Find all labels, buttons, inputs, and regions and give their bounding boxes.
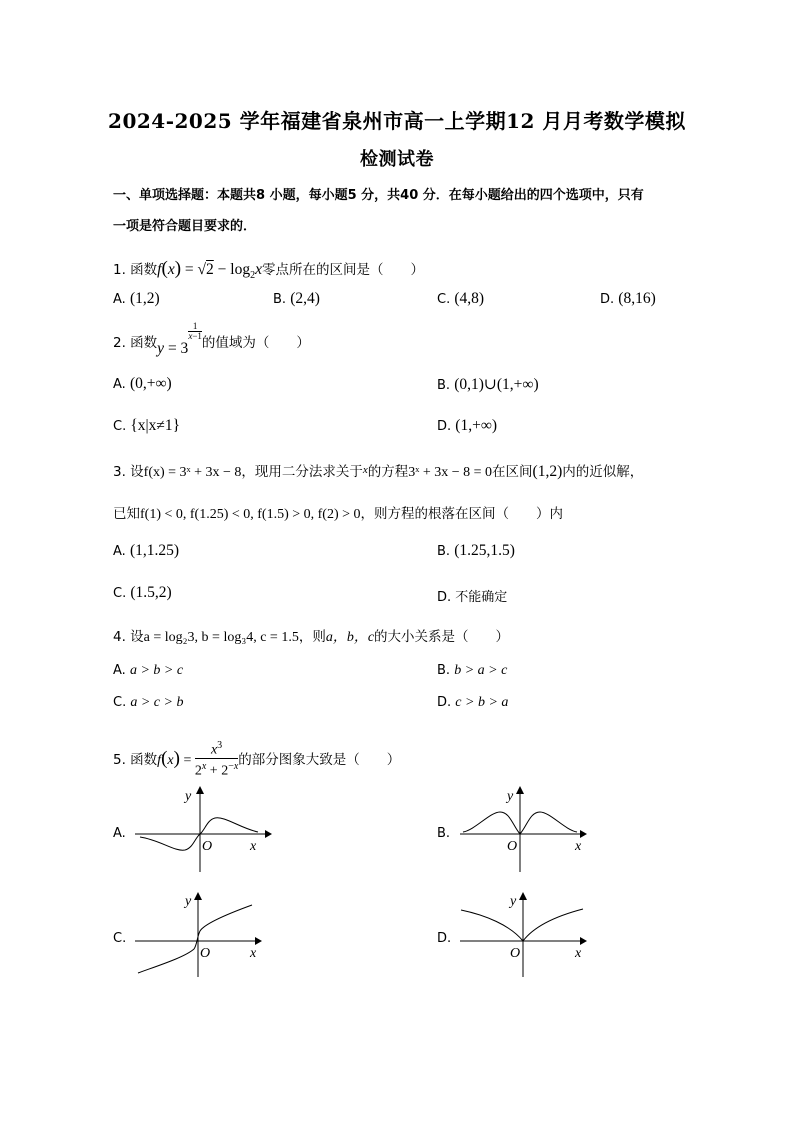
y-axis-arrow	[519, 892, 527, 900]
q5-graph-a	[130, 782, 275, 877]
q3-option-b: B. (1.25,1.5)	[437, 542, 515, 559]
q5-option-c-label: C.	[113, 931, 127, 946]
section-header: 一、单项选择题：本题共8 小题，每小题5 分，共40 分．在每小题给出的四个选项中，只有	[113, 188, 644, 203]
origin-label: O	[200, 946, 211, 961]
q4-option-b: B. b > a > c	[437, 663, 508, 678]
q3-option-c: C. (1.5,2)	[113, 584, 172, 601]
q2-stem: 的值域为（ ）	[201, 335, 310, 351]
curve	[461, 909, 583, 941]
q4-option-d: D. c > b > a	[437, 695, 509, 710]
q1-option-c: C. (4,8)	[437, 290, 485, 307]
q3-option-d: D. 不能确定	[437, 590, 508, 605]
q2-number: 2. 函数	[113, 335, 158, 351]
x-label: x	[575, 839, 582, 854]
y-axis-arrow	[516, 786, 524, 794]
y-label: y	[185, 789, 192, 804]
x-label: x	[250, 946, 257, 961]
q5-option-a-label: A.	[113, 826, 126, 841]
y-label: y	[185, 894, 192, 909]
q5-option-d-label: D.	[437, 931, 452, 946]
question-5: 5. 函数f(x) = $\frac{x^3}{2^x + 2^{-x}}$ 的部分图象大致是（ ）	[113, 740, 401, 779]
page-title: 2024-2025 学年福建省泉州市高一上学期12 月月考数学模拟	[108, 109, 686, 133]
q3-option-a: A. (1,1.25)	[113, 542, 180, 559]
q4-definitions: a = log₂3, b = log₃4, c = 1.5	[143, 630, 299, 645]
x-label: x	[575, 946, 582, 961]
origin-label: O	[202, 839, 213, 854]
y-label: y	[507, 789, 514, 804]
q1-option-a: A. (1,2)	[113, 290, 160, 307]
curve	[138, 905, 252, 973]
y-axis-arrow	[194, 892, 202, 900]
question-3: 3. 设f(x) = 3ˣ + 3x − 8，现用二分法求关于$^x$的方程3ˣ + 3x − 8 = 0在区间(1,2)内的近似解，	[113, 463, 644, 480]
q5-graph-c	[130, 885, 275, 980]
q1-stem: 零点所在的区间是（ ）	[261, 262, 424, 278]
x-axis-arrow	[255, 937, 262, 945]
q1-number: 1. 函数	[113, 262, 158, 278]
section-header-cont: 一项是符合题目要求的．	[113, 219, 257, 234]
x-label: x	[250, 839, 257, 854]
question-4: 4. 设a = log₂3, b = log₃4, c = 1.5，则a，b，c的大小关系是（ ）	[113, 629, 510, 645]
x-axis-arrow	[265, 830, 272, 838]
q1-option-d: D. (8,16)	[600, 290, 656, 307]
question-3-cont: 已知f(1) < 0, f(1.25) < 0, f(1.5) > 0, f(2) > 0，则方程的根落在区间（ ）内	[113, 506, 564, 522]
q3-function: f(x) = 3ˣ + 3x − 8	[143, 465, 242, 480]
q2-option-d: D. (1,+∞)	[437, 417, 498, 434]
q2-option-c: C. {x|x≠1}	[113, 417, 181, 434]
q2-option-b: B. (0,1)∪(1,+∞)	[437, 376, 539, 393]
x-axis-arrow	[580, 830, 587, 838]
page-subtitle: 检测试卷	[360, 149, 434, 170]
q5-option-b-label: B.	[437, 826, 451, 841]
q1-option-b: B. (2,4)	[273, 290, 320, 307]
q5-graph-d	[455, 885, 600, 980]
q5-graph-b	[455, 782, 600, 877]
origin-label: O	[507, 839, 518, 854]
q4-option-a: A. a > b > c	[113, 663, 184, 678]
y-label: y	[510, 894, 517, 909]
origin-label: O	[510, 946, 521, 961]
y-axis-arrow	[196, 786, 204, 794]
q4-option-c: C. a > c > b	[113, 695, 184, 710]
question-1: 1. 函数$f(x) = √2 - \log_2x$零点所在的区间是（ ）	[113, 258, 424, 282]
q2-option-a: A. (0,+∞)	[113, 375, 172, 392]
x-axis-arrow	[580, 937, 587, 945]
question-2: 2. 函数y = 3 $\frac{1}{x-1}$ 的值域为（ ）	[113, 321, 310, 357]
